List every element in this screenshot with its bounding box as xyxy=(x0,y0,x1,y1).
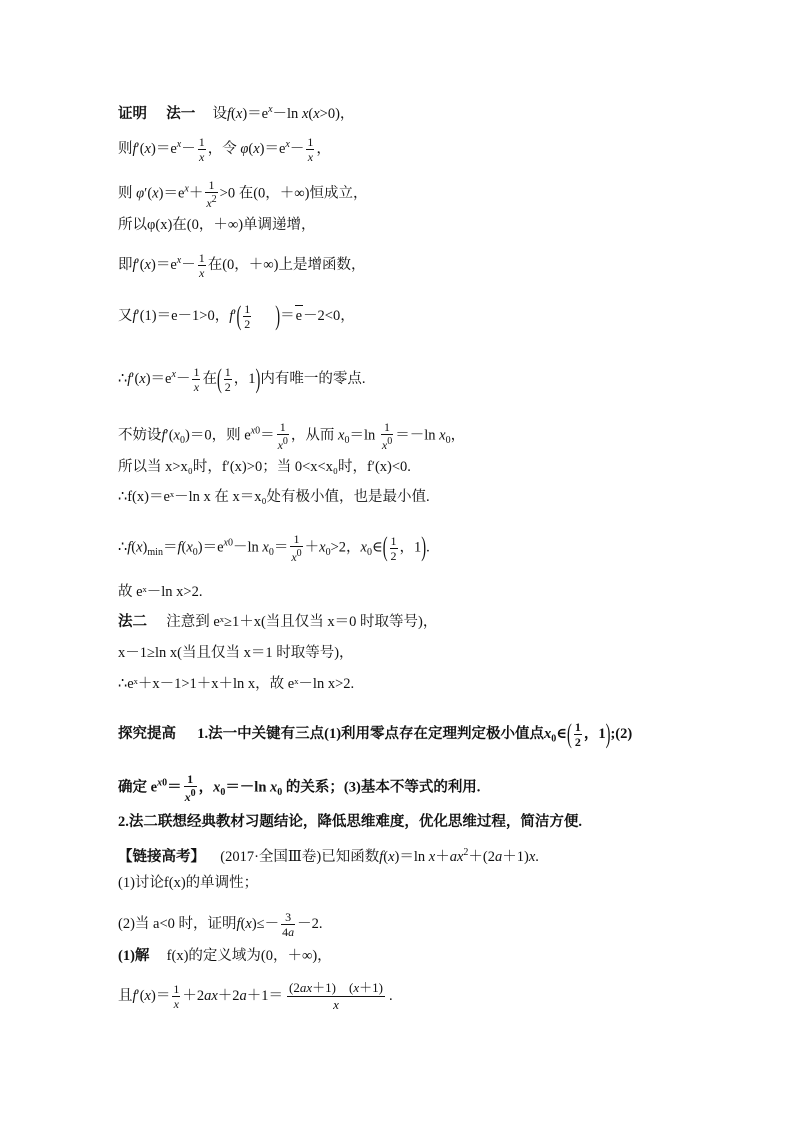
proof-line-15: ∴eˣ＋x－1>1＋x＋ln x，故 eˣ－ln x>2. xyxy=(118,676,355,692)
text: 恒成立， xyxy=(309,185,368,202)
proof-line-12: 故 eˣ－ln x>2. xyxy=(118,584,203,600)
proof-line-11: $\therefore f(x)_{min}=f(x_0)=e^{x0}-\ln$ $x_0=$ $\frac{1}{x^0}$ $+x_0>2$，$x_0\in$( $\frac{1}{2}$ ，1). xyxy=(118,532,430,564)
fraction: $\frac{1}{x^0}$ xyxy=(381,420,393,452)
proof-line-1: 证明 法一 设$f(x)=e^x-\ln$ x(x>0)， xyxy=(118,104,355,122)
proof-heading: 证明 xyxy=(118,105,147,122)
fraction: $\frac{3}{4a}$ xyxy=(282,910,295,939)
link-heading: 【链接高考】 xyxy=(118,848,205,865)
fraction: $\frac{1}{x^2}$ xyxy=(206,178,217,210)
fraction: $\frac{1}{2}$ xyxy=(244,302,251,331)
text: (2017·全国Ⅲ卷)已知函数 xyxy=(220,848,380,865)
reflection-line-3: 2.法二联想经典教材习题结论，降低思维难度，优化思维过程，简洁方便. xyxy=(118,814,582,830)
fraction: $\frac{1}{x}$ xyxy=(173,982,180,1011)
text: 不妨设 xyxy=(118,427,162,444)
text: 则 xyxy=(118,140,133,157)
proof-line-13 xyxy=(118,612,437,632)
proof-line-9: 所以当 x>x₀时，f′(x)>0；当 0<x<x₀时，f′(x)<0. xyxy=(118,459,411,475)
proof-line-10: ∴f(x)＝eˣ－ln x 在 x＝x₀处有极小值，也是最小值. xyxy=(118,489,430,505)
link-line-1: 【链接高考】 (2017·全国Ⅲ卷)已知函数f(x)＝ln $x+ax^2+(2a+1)x$. xyxy=(118,847,539,865)
reflection-line-2: 确定 $e^{x0}=$ $\frac{1}{x^0}$ ，$x_0=-\ln$ $x_0$ 的关系；(3)基本不等式的利用. xyxy=(118,772,481,804)
text: ∴ xyxy=(118,370,128,387)
text: (2)当 a<0 时，证明 xyxy=(118,915,237,932)
fraction: $\frac{1}{x}$ xyxy=(307,135,314,164)
fraction: $\frac{(2ax+1) (x+1)}{x}$ xyxy=(289,980,383,1012)
text: ∴ xyxy=(118,539,128,556)
fraction: $\frac{1}{x^0}$ xyxy=(291,532,302,564)
fraction: $\frac{1}{x^0}$ xyxy=(277,420,288,452)
text: f(x)的定义域为(0，＋∞)， xyxy=(166,948,332,964)
text: 1.法一中关键有三点(1)利用零点存在定理判定极小值点 xyxy=(197,725,545,742)
proof-line-4: 所以φ(x)在(0，＋∞)单调递增， xyxy=(118,217,316,233)
method2-heading: 法二 xyxy=(118,614,147,630)
text: 又 xyxy=(118,307,133,324)
fraction: $\frac{1}{x^0}$ xyxy=(184,772,196,804)
proof-line-3: 则 $\varphi'(x)=e^x+$ $\frac{1}{x^2}$ >0 在(0，＋∞)恒成立， xyxy=(118,178,368,210)
text: 则 xyxy=(118,185,133,202)
link-line-5: 且f′(x)＝ $\frac{1}{x}$ ＋2ax＋2a＋1＝ $\frac{(2ax+1) (x+1)}{x}$ . xyxy=(118,980,393,1012)
reflection-line-1: 探究提高 1.法一中关键有三点(1)利用零点存在定理判定极小值点$x_0\in$( $\frac{1}{2}$ ，1);(2) xyxy=(118,719,633,750)
text: ，令 xyxy=(207,140,237,157)
link-line-3: (2)当 a<0 时，证明f(x)≤－ $\frac{3}{4a}$ －2. xyxy=(118,910,323,939)
text: 的关系；(3)基本不等式的利用. xyxy=(285,779,481,796)
reflection-heading: 探究提高 xyxy=(118,725,176,742)
fraction: $\frac{1}{2}$ xyxy=(574,720,581,749)
text: 设 xyxy=(212,105,227,122)
method1-heading: 法一 xyxy=(166,105,196,122)
text: 且 xyxy=(118,987,133,1004)
proof-line-14: x－1≥ln x(当且仅当 x＝1 时取等号)， xyxy=(118,645,354,661)
proof-line-2: 则$f'(x)=e^x-$ $\frac{1}{x}$ ，令 $\varphi(x)=e^x-$ $\frac{1}{x}$ ， xyxy=(118,135,331,164)
link-line-2: (1)讨论f(x)的单调性； xyxy=(118,875,259,891)
fraction: $\frac{1}{x}$ xyxy=(198,135,205,164)
text: 在(0，＋∞)上是增函数， xyxy=(207,256,366,273)
text: 即 xyxy=(118,256,133,273)
text: 内有唯一的零点. xyxy=(260,370,366,387)
proof-line-5: 即$f'(x)=e^x-$ $\frac{1}{x}$ 在(0，＋∞)上是增函数， xyxy=(118,251,366,280)
proof-line-8: 不妨设$f'(x_0)=0$，则 $e^{x0}=$ $\frac{1}{x^0}$ ，从而 $x_0=\ln$ $\frac{1}{x^0}$ ＝－ln $x_0$， xyxy=(118,420,466,452)
proof-line-6: 又f′(1)＝e－1>0，f′( $\frac{1}{2}$ )＝e－2<0， xyxy=(118,301,355,332)
text: ，从而 xyxy=(290,427,335,444)
text: 注意到 eˣ≥1＋x(当且仅当 x＝0 时取等号)， xyxy=(166,614,438,630)
fraction: $\frac{1}{x}$ xyxy=(193,365,200,394)
fraction: $\frac{1}{2}$ xyxy=(224,365,231,394)
link-line-4 xyxy=(118,946,332,966)
fraction: $\frac{1}{2}$ xyxy=(390,533,397,563)
solution-label: (1)解 xyxy=(118,948,150,964)
proof-line-7: $\therefore f'(x)=e^x-$ $\frac{1}{x}$ 在( $\frac{1}{2}$ ，1)内有唯一的零点. xyxy=(118,364,366,395)
fraction: $\frac{1}{x}$ xyxy=(198,251,205,280)
text: ，则 xyxy=(211,427,241,444)
text: 确定 xyxy=(118,779,147,796)
